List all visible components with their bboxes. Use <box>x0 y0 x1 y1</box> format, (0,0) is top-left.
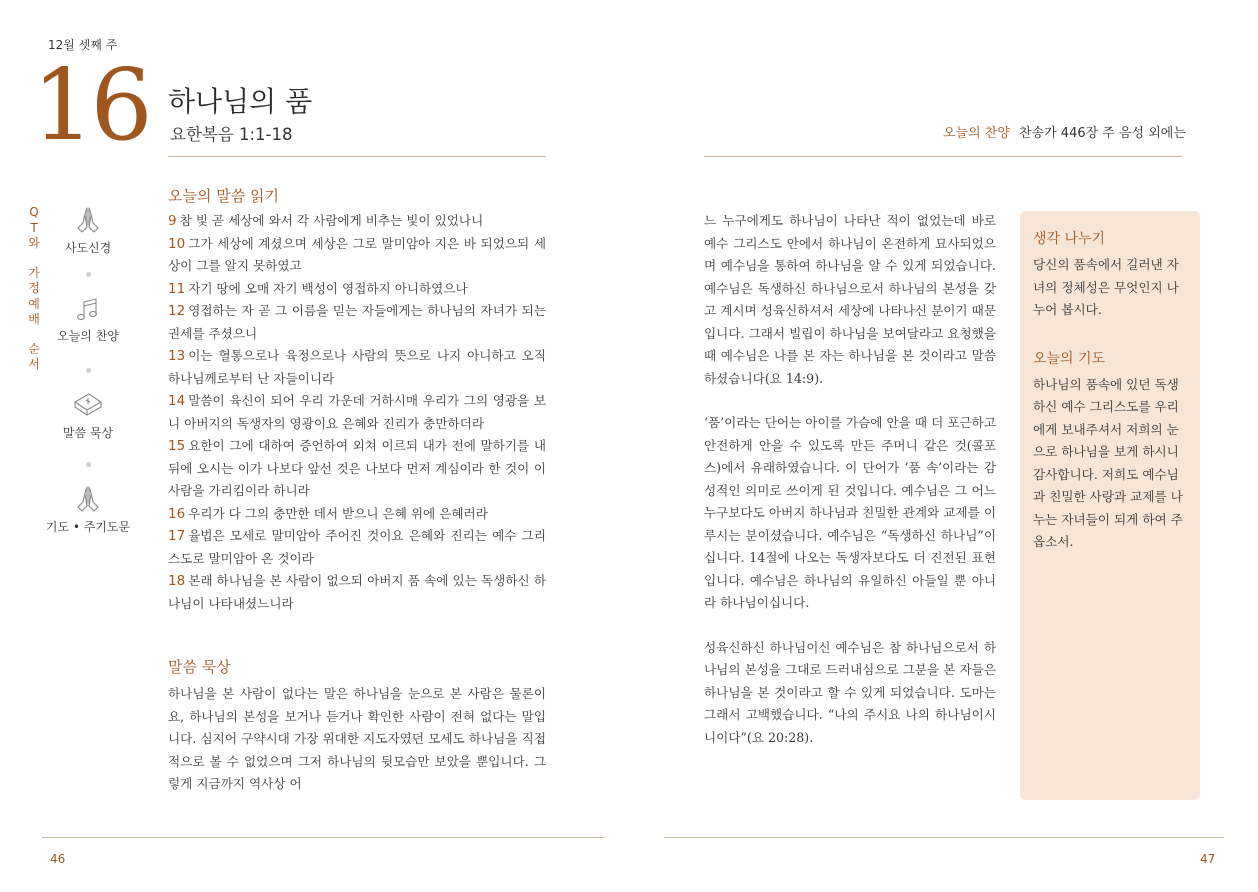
verse-item <box>168 278 546 301</box>
sidebar-dot <box>86 462 91 467</box>
praying-hands-icon <box>71 484 105 516</box>
prayer-heading: 오늘의 기도 <box>1033 350 1106 367</box>
vertical-char: 서 <box>28 357 40 371</box>
scripture-reference: 요한복음 1:1-18 <box>170 125 293 144</box>
sidebar-item-creed <box>40 205 136 256</box>
verse-number: 15 <box>168 438 186 454</box>
meditation-heading: 말씀 묵상 <box>168 658 231 676</box>
sidebar-item-label: 기도 • 주기도문 <box>45 520 131 534</box>
vertical-char: T <box>30 220 38 235</box>
hymn-text: 찬송가 446장 주 음성 외에는 <box>1019 126 1186 141</box>
verse-item <box>168 345 546 390</box>
verse-text: 본래 하나님을 본 사람이 없으되 아버지 품 속에 있는 독생하신 하나님이 나타내셨느니라 <box>168 573 546 611</box>
verse-number: 16 <box>168 505 186 522</box>
vertical-char: 와 <box>28 236 40 250</box>
week-label: 12월 셋째 주 <box>48 38 118 52</box>
verse-item <box>168 300 546 345</box>
bible-book-icon <box>71 390 105 422</box>
verse-item <box>168 435 546 503</box>
verse-text: 율법은 모세로 말미암아 주어진 것이요 은혜와 진리는 예수 그리스도로 말미암아 온 것이라 <box>168 528 546 566</box>
verse-text: 이는 혈통으로나 육정으로나 사람의 뜻으로 나지 아니하고 오직 하나님께로부터 난 자들이니라 <box>168 348 546 386</box>
header-rule-right <box>704 156 1182 157</box>
reading-heading: 오늘의 말씀 읽기 <box>168 187 279 205</box>
vertical-char: 순 <box>28 341 40 356</box>
verse-item <box>168 525 546 570</box>
meditation-right-column <box>704 210 996 771</box>
verse-number: 11 <box>168 280 186 297</box>
verse-item <box>168 503 546 526</box>
verse-number: 12 <box>168 303 186 319</box>
meditation-paragraph: ‘품’이라는 단어는 아이를 가슴에 안을 때 더 포근하고 안전하게 안을 수 있도록 만든 주머니 같은 것(콜포스)에서 유래하였습니다. 이 단어가 ‘품 속’이라는 감성적인 의미로 쓰이게 된 것입니다. 예수님은 그 어느 누구보다도 아버지 하나님과 친밀한 관계와 교제를 이루시는 분이셨습니다. 예수님은 “독생하신 하나님”이십니다. 14절에 나오는 독생자보다도 더 진전된 표현입니다. 예수님은 하나님의 유일하신 아들일 뿐 아니라 하나님이십니다. <box>704 415 996 610</box>
vertical-char: 예 <box>28 296 40 311</box>
verse-list <box>168 210 546 615</box>
sidebar-item-label: 사도신경 <box>64 241 112 255</box>
verse-text: 요한이 그에 대하여 증언하여 외쳐 이르되 내가 전에 말하기를 내 뒤에 오시는 이가 나보다 앞선 것은 나보다 먼저 계심이라 한 것이 이 사람을 가리킴이라 하니라 <box>168 438 546 498</box>
footer-rule-right <box>664 837 1224 838</box>
verse-item <box>168 390 546 435</box>
sidebar-item-meditation <box>40 390 136 441</box>
verse-text: 참 빛 곧 세상에 와서 각 사람에게 비추는 빛이 있었나니 <box>179 213 484 228</box>
footer-rule-left <box>42 837 604 838</box>
verse-text: 영접하는 자 곧 그 이름을 믿는 자들에게는 하나님의 자녀가 되는 권세를 주셨으니 <box>168 303 546 341</box>
share-heading: 생각 나누기 <box>1033 231 1106 247</box>
day-number: 16 <box>32 49 149 163</box>
meditation-left-column <box>168 683 546 796</box>
sidebar-dot <box>86 368 91 373</box>
sidebar-dot <box>86 272 91 277</box>
page-number-right: 47 <box>1200 852 1216 866</box>
hymn-label: 오늘의 찬양 <box>943 126 1010 141</box>
praying-hands-icon <box>71 205 105 237</box>
meditation-paragraph: 성육신하신 하나님이신 예수님은 참 하나님으로서 하나님의 본성을 그대로 드러내심으로 그분을 본 자들은 하나님을 본 것이라고 할 수 있게 되었습니다. 도마는 그래서 고백했습니다. “나의 주시요 나의 하나님이시니이다”(요 20:28). <box>704 639 996 745</box>
verse-item <box>168 233 546 278</box>
verse-number: 9 <box>168 213 177 229</box>
verse-text: 말씀이 육신이 되어 우리 가운데 거하시매 우리가 그의 영광을 보니 아버지의 독생자의 영광이요 은혜와 진리가 충만하더라 <box>168 393 546 431</box>
verse-item <box>168 210 546 233</box>
page-title: 하나님의 품 <box>168 85 313 118</box>
sidebar-item-hymn <box>40 296 136 344</box>
vertical-char: Q <box>29 205 39 219</box>
verse-number: 14 <box>168 393 186 409</box>
verse-text: 그가 세상에 계셨으며 세상은 그로 말미암아 지은 바 되었으되 세상이 그를 알지 못하였고 <box>168 235 546 273</box>
verse-number: 17 <box>168 528 186 544</box>
reflection-box <box>1020 211 1200 800</box>
verse-text: 자기 땅에 오매 자기 백성이 영접하지 아니하였으나 <box>188 280 468 296</box>
header-rule-left <box>168 156 546 157</box>
meditation-paragraph: 하나님을 본 사람이 없다는 말은 하나님을 눈으로 본 사람은 물론이요, 하나님의 본성을 보거나 듣거나 확인한 사람이 전혀 없다는 말입니다. 심지어 구약시대 가장 위대한 지도자였던 모세도 하나님을 직접적으로 볼 수 없었으며 그저 하나님의 뒷모습만 보았을 뿐입니다. 그렇게 지금까지 역사상 어 <box>168 686 546 791</box>
meditation-paragraph: 느 누구에게도 하나님이 나타난 적이 없었는데 바로 예수 그리스도 안에서 하나님이 온전하게 묘사되었으며 예수님을 통하여 하나님을 알 수 있게 되었습니다. 예수님은 독생하신 하나님으로서 하나님의 본성을 갖고 계시며 성육신하셔서 세상에 나타나신 분이기 때문입니다. 그래서 빌립이 하나님을 보여달라고 요청했을 때 예수님은 나를 본 자는 하나님을 본 것이라고 말씀하셨습니다(요 14:9). <box>704 213 996 386</box>
sidebar-item-prayer <box>40 484 136 535</box>
vertical-char: 정 <box>28 281 40 295</box>
sidebar-item-label: 오늘의 찬양 <box>57 329 119 343</box>
share-text: 당신의 품속에서 길러낸 자녀의 정체성은 무엇인지 나누어 봅시다. <box>1033 257 1179 317</box>
vertical-char: 배 <box>28 312 40 326</box>
verse-item <box>168 570 546 615</box>
verse-text: 우리가 다 그의 충만한 데서 받으니 은혜 위에 은혜러라 <box>188 505 488 521</box>
vertical-char: 가 <box>28 265 40 280</box>
music-note-icon <box>73 296 103 324</box>
sidebar-item-label: 말씀 묵상 <box>62 426 114 440</box>
prayer-text: 하나님의 품속에 있던 독생하신 예수 그리스도를 우리에게 보내주셔서 저희의 눈으로 하나님을 보게 하시니 감사합니다. 저희도 예수님과 친밀한 사랑과 교제를 나누는 자녀들이 되게 하여 주옵소서. <box>1033 376 1183 549</box>
page-number-left: 46 <box>50 852 66 866</box>
verse-number: 10 <box>168 235 186 252</box>
verse-number: 18 <box>168 573 186 589</box>
verse-number: 13 <box>168 348 186 364</box>
